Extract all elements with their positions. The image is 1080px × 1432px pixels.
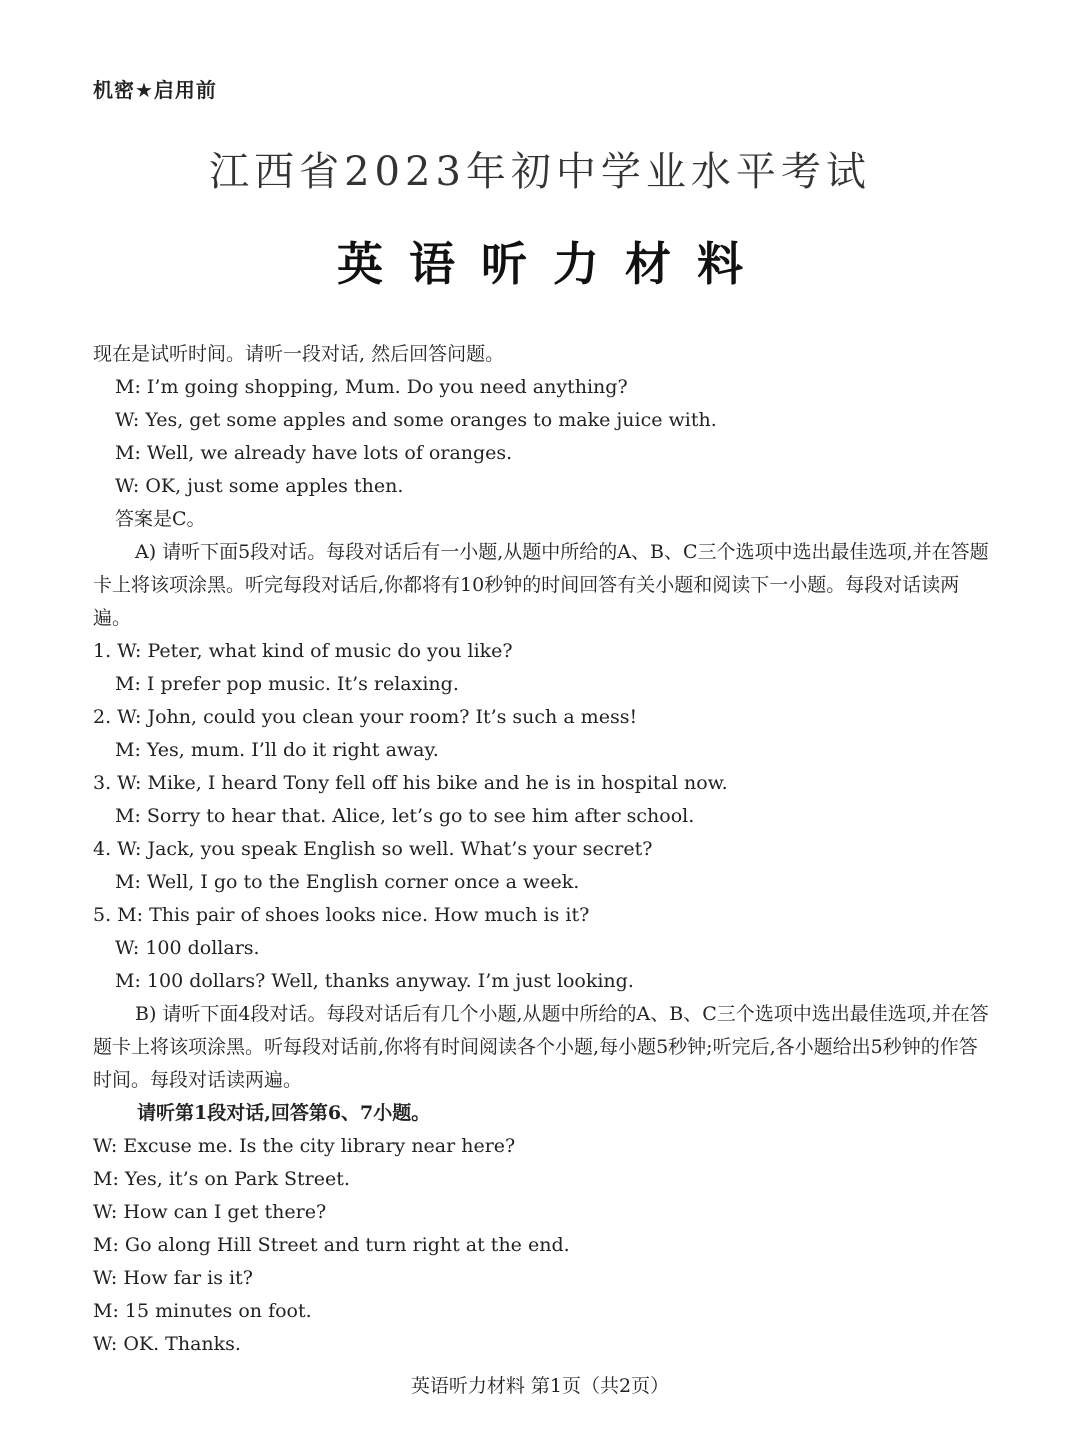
dialogue-1-heading: 请听第1段对话,回答第6、7小题。: [137, 1102, 431, 1124]
trial-line: W: Yes, get some apples and some oranges to make juice with.: [115, 409, 717, 431]
dialogue-1-lines: [93, 1130, 993, 1361]
dialogue-line: W: 100 dollars.: [115, 937, 260, 959]
confidential-label: 机密★启用前: [93, 78, 217, 102]
dialogue-line: W: Excuse me. Is the city library near here?: [93, 1135, 516, 1157]
dialogue-line: 4. W: Jack, you speak English so well. What’s your secret?: [93, 838, 653, 860]
exam-title: 江西省2023年初中学业水平考试: [209, 149, 871, 195]
document-title: 英语听力材料: [337, 237, 769, 291]
dialogue-line: M: Sorry to hear that. Alice, let’s go to see him after school.: [115, 805, 695, 827]
section-b-instructions: B) 请听下面4段对话。每段对话后有几个小题,从题中所给的A、B、C三个选项中选出最佳选项,并在答题卡上将该项涂黑。听每段对话前,你将有时间阅读各个小题,每小题5秒钟;听完后,各小题给出5秒钟的作答时间。每段对话读两遍。: [93, 1003, 989, 1091]
page-footer: 英语听力材料 第1页（共2页）: [410, 1375, 670, 1397]
dialogue-line: M: 100 dollars? Well, thanks anyway. I’m just looking.: [115, 970, 634, 992]
dialogue-line: M: I prefer pop music. It’s relaxing.: [115, 673, 459, 695]
dialogue-line: W: How far is it?: [93, 1267, 253, 1289]
dialogue-line: M: Go along Hill Street and turn right at the end.: [93, 1234, 570, 1256]
dialogue-line: W: OK. Thanks.: [93, 1333, 241, 1355]
dialogue-line: W: How can I get there?: [93, 1201, 327, 1223]
trial-intro: 现在是试听时间。请听一段对话, 然后回答问题。: [93, 343, 505, 365]
dialogue-line: M: Yes, it’s on Park Street.: [93, 1168, 350, 1190]
trial-line: M: I’m going shopping, Mum. Do you need anything?: [115, 376, 628, 398]
trial-line: M: Well, we already have lots of oranges.: [115, 442, 513, 464]
document-body: [93, 338, 993, 1361]
dialogue-line: M: 15 minutes on foot.: [93, 1300, 312, 1322]
trial-answer: 答案是C。: [115, 508, 206, 530]
dialogue-line: 2. W: John, could you clean your room? It’s such a mess!: [93, 706, 638, 728]
dialogue-line: 5. M: This pair of shoes looks nice. How much is it?: [93, 904, 590, 926]
section-a-instructions: A) 请听下面5段对话。每段对话后有一小题,从题中所给的A、B、C三个选项中选出最佳选项,并在答题卡上将该项涂黑。听完每段对话后,你都将有10秒钟的时间回答有关小题和阅读下一小题。每段对话读两遍。: [93, 541, 989, 629]
dialogue-line: M: Yes, mum. I’ll do it right away.: [115, 739, 439, 761]
dialogue-line: 1. W: Peter, what kind of music do you like?: [93, 640, 513, 662]
section-a-dialogues: [93, 635, 993, 998]
trial-line: W: OK, just some apples then.: [115, 475, 404, 497]
dialogue-line: M: Well, I go to the English corner once a week.: [115, 871, 580, 893]
dialogue-line: 3. W: Mike, I heard Tony fell off his bike and he is in hospital now.: [93, 772, 728, 794]
